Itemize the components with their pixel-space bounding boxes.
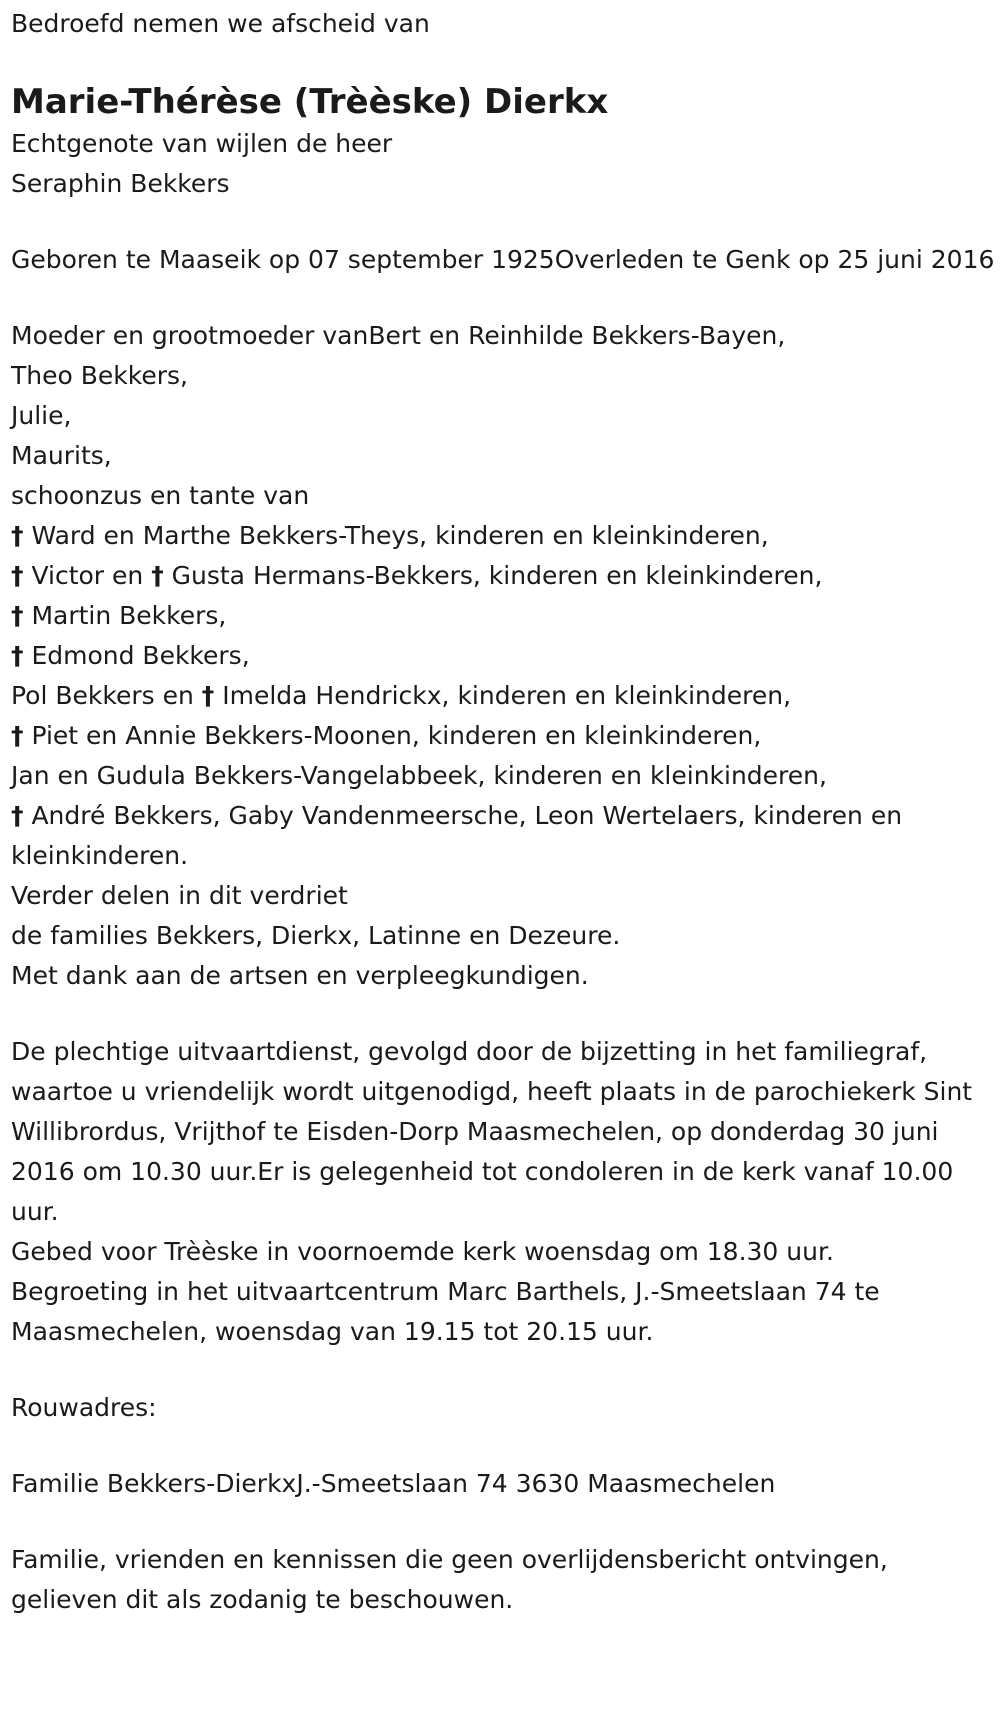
thanks-text: Met dank aan de artsen en verpleegkundigen. [11, 961, 589, 990]
relative-2: † Victor en † Gusta Hermans-Bekkers, kinderen en kleinkinderen, [11, 561, 823, 590]
share-grief-text: Verder delen in dit verdriet [11, 881, 348, 910]
address-label: Rouwadres: [11, 1393, 157, 1422]
mother-of-text: Moeder en grootmoeder vanBert en Reinhilde Bekkers-Bayen, [11, 321, 786, 350]
cross-icon: † [11, 521, 24, 550]
child-3: Maurits, [11, 441, 112, 470]
prayer-text: Gebed voor Trèèske in voornoemde kerk woensdag om 18.30 uur. [11, 1237, 834, 1266]
relative-8: † André Bekkers, Gaby Vandenmeersche, Leon Wertelaers, kinderen en kleinkinderen. [11, 801, 903, 870]
cross-icon: † [11, 601, 24, 630]
intro-text: Bedroefd nemen we afscheid van [11, 9, 430, 38]
birth-death-text: Geboren te Maaseik op 07 september 1925Overleden te Genk op 25 juni 2016 [11, 245, 995, 274]
cross-icon: † [11, 561, 24, 590]
child-1: Theo Bekkers, [11, 361, 188, 390]
spouse-line-1: Echtgenote van wijlen de heer [11, 129, 393, 158]
address-value: Familie Bekkers-DierkxJ.-Smeetslaan 74 3630 Maasmechelen [11, 1469, 776, 1498]
cross-icon: † [151, 561, 164, 590]
obituary-page [11, 0, 996, 1620]
relative-4: † Edmond Bekkers, [11, 641, 250, 670]
relative-5: Pol Bekkers en † Imelda Hendrickx, kinderen en kleinkinderen, [11, 681, 792, 710]
cross-icon: † [11, 801, 24, 830]
relative-6: † Piet en Annie Bekkers-Moonen, kinderen en kleinkinderen, [11, 721, 762, 750]
spouse-line-2: Seraphin Bekkers [11, 169, 230, 198]
child-2: Julie, [11, 401, 72, 430]
families-text: de families Bekkers, Dierkx, Latinne en Dezeure. [11, 921, 621, 950]
cross-icon: † [201, 681, 215, 710]
relative-7: Jan en Gudula Bekkers-Vangelabbeek, kinderen en kleinkinderen, [11, 761, 827, 790]
greeting-text: Begroeting in het uitvaartcentrum Marc Barthels, J.-Smeetslaan 74 te Maasmechelen, woensdag van 19.15 tot 20.15 uur. [11, 1277, 880, 1346]
cross-icon: † [11, 721, 24, 750]
relative-3: † Martin Bekkers, [11, 601, 227, 630]
cross-icon: † [11, 641, 24, 670]
service-text: De plechtige uitvaartdienst, gevolgd door de bijzetting in het familiegraf, waartoe u vriendelijk wordt uitgenodigd, heeft plaats in de parochiekerk Sint Willibrordus, Vrijthof te Eisden-Dorp Maasmechelen, op donderdag 30 juni 2016 om 10.30 uur.Er is gelegenheid tot condoleren in de kerk vanaf 10.00 uur. [11, 1037, 973, 1226]
relative-1: † Ward en Marthe Bekkers-Theys, kinderen en kleinkinderen, [11, 521, 769, 550]
deceased-name: Marie-Thérèse (Trèèske) Dierkx [11, 82, 609, 122]
closing-text: Familie, vrienden en kennissen die geen overlijdensbericht ontvingen, gelieven dit als zodanig te beschouwen. [11, 1545, 888, 1614]
sister-in-law-text: schoonzus en tante van [11, 481, 310, 510]
